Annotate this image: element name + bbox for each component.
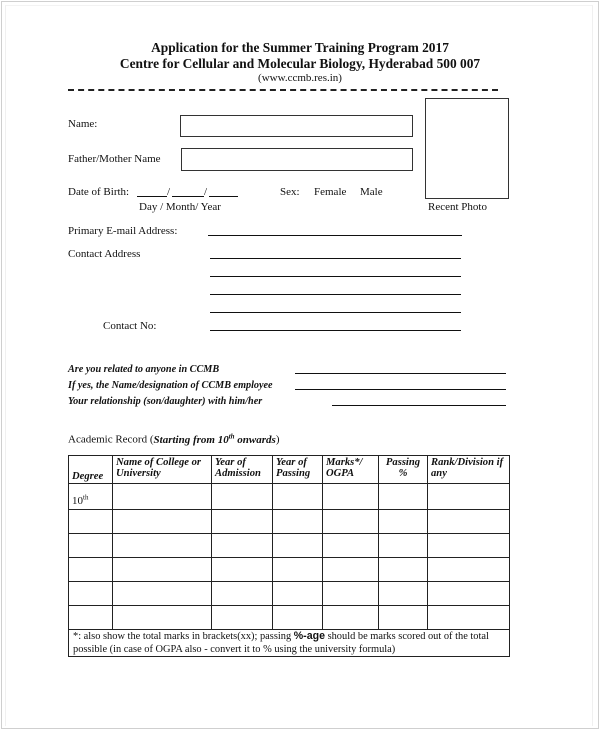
name-label: Name: bbox=[68, 118, 98, 130]
footnote-part1: *: also show the total marks in brackets(xx); passing bbox=[73, 631, 294, 642]
degree-cell[interactable] bbox=[69, 534, 113, 558]
rank-cell[interactable] bbox=[428, 510, 510, 534]
year-admission-cell[interactable] bbox=[212, 558, 273, 582]
table-header-row bbox=[69, 456, 510, 484]
academic-record-table bbox=[68, 455, 510, 657]
column-header-degree: Degree bbox=[69, 456, 113, 484]
institution-name: Centre for Cellular and Molecular Biology, Hyderabad 500 007 bbox=[119, 56, 481, 71]
footnote-row bbox=[69, 630, 510, 657]
degree-cell[interactable] bbox=[69, 582, 113, 606]
sex-label: Sex: bbox=[280, 186, 300, 198]
dob-label: Date of Birth: bbox=[68, 186, 130, 198]
header-divider bbox=[68, 89, 498, 91]
degree-cell[interactable] bbox=[69, 558, 113, 582]
dob-separator-2: / bbox=[204, 186, 208, 198]
rank-cell[interactable] bbox=[428, 558, 510, 582]
contact-number-field[interactable] bbox=[210, 330, 461, 331]
column-header-college: Name of College or University bbox=[113, 456, 212, 484]
passing-percent-cell[interactable] bbox=[379, 510, 428, 534]
college-cell[interactable] bbox=[113, 484, 212, 510]
marks-cell[interactable] bbox=[323, 484, 379, 510]
contact-number-label: Contact No: bbox=[103, 320, 157, 332]
address-label: Contact Address bbox=[68, 248, 141, 260]
relationship-question: Your relationship (son/daughter) with him/her bbox=[68, 396, 263, 407]
table-row bbox=[69, 582, 510, 606]
year-passing-cell[interactable] bbox=[273, 558, 323, 582]
academic-heading-italic-part2: onwards bbox=[234, 433, 276, 446]
year-passing-cell[interactable] bbox=[273, 606, 323, 630]
year-admission-cell[interactable] bbox=[212, 484, 273, 510]
dob-month-field[interactable] bbox=[172, 196, 204, 197]
related-answer-field[interactable] bbox=[295, 373, 506, 374]
photo-box[interactable] bbox=[425, 98, 509, 199]
degree-cell[interactable] bbox=[69, 510, 113, 534]
degree-value: 10th bbox=[72, 493, 89, 507]
table-row bbox=[69, 558, 510, 582]
passing-percent-cell[interactable] bbox=[379, 606, 428, 630]
dob-separator-1: / bbox=[167, 186, 171, 198]
academic-heading-italic bbox=[154, 434, 276, 446]
academic-heading-prefix: Academic Record ( bbox=[68, 433, 154, 446]
table-row bbox=[69, 510, 510, 534]
address-line-2[interactable] bbox=[210, 276, 461, 277]
dob-day-field[interactable] bbox=[137, 196, 167, 197]
year-admission-cell[interactable] bbox=[212, 582, 273, 606]
rank-cell[interactable] bbox=[428, 582, 510, 606]
college-cell[interactable] bbox=[113, 558, 212, 582]
college-cell[interactable] bbox=[113, 582, 212, 606]
academic-record-heading bbox=[68, 432, 280, 446]
year-passing-cell[interactable] bbox=[273, 582, 323, 606]
passing-percent-cell[interactable] bbox=[379, 484, 428, 510]
column-header-rank: Rank/Division if any bbox=[428, 456, 510, 484]
email-field[interactable] bbox=[208, 235, 462, 236]
year-admission-cell[interactable] bbox=[212, 534, 273, 558]
footnote-part2: should be marks scored out of the total possible (in case of OGPA also - convert it to % using the university formula) bbox=[73, 631, 489, 655]
website: (www.ccmb.res.in) bbox=[258, 72, 342, 84]
passing-percent-cell[interactable] bbox=[379, 582, 428, 606]
footnote bbox=[69, 630, 510, 657]
college-cell[interactable] bbox=[113, 606, 212, 630]
year-admission-cell[interactable] bbox=[212, 510, 273, 534]
employee-question: If yes, the Name/designation of CCMB employee bbox=[68, 380, 273, 391]
address-line-3[interactable] bbox=[210, 294, 461, 295]
passing-percent-cell[interactable] bbox=[379, 534, 428, 558]
photo-label: Recent Photo bbox=[428, 201, 487, 213]
column-header-year-admission: Year of Admission bbox=[212, 456, 273, 484]
degree-cell[interactable] bbox=[69, 484, 113, 510]
academic-heading-suffix: ) bbox=[275, 433, 280, 446]
name-field[interactable] bbox=[180, 115, 413, 137]
dob-year-field[interactable] bbox=[209, 196, 238, 197]
related-question: Are you related to anyone in CCMB bbox=[68, 364, 220, 375]
year-passing-cell[interactable] bbox=[273, 510, 323, 534]
year-passing-cell[interactable] bbox=[273, 534, 323, 558]
parent-name-field[interactable] bbox=[181, 148, 413, 171]
marks-cell[interactable] bbox=[323, 510, 379, 534]
footnote-emphasis: %-age bbox=[293, 630, 325, 642]
address-line-1[interactable] bbox=[210, 258, 461, 259]
sex-option-female[interactable]: Female bbox=[314, 186, 347, 198]
rank-cell[interactable] bbox=[428, 606, 510, 630]
email-label: Primary E-mail Address: bbox=[68, 225, 178, 237]
sex-option-male[interactable]: Male bbox=[360, 186, 383, 198]
college-cell[interactable] bbox=[113, 510, 212, 534]
marks-cell[interactable] bbox=[323, 606, 379, 630]
year-admission-cell[interactable] bbox=[212, 606, 273, 630]
employee-answer-field[interactable] bbox=[295, 389, 506, 390]
rank-cell[interactable] bbox=[428, 484, 510, 510]
parent-name-label: Father/Mother Name bbox=[68, 153, 161, 165]
marks-cell[interactable] bbox=[323, 534, 379, 558]
column-header-passing-percent: Passing % bbox=[379, 456, 428, 484]
dob-format-hint: Day / Month/ Year bbox=[139, 201, 221, 213]
rank-cell[interactable] bbox=[428, 534, 510, 558]
academic-heading-italic-part1: Starting from 10 bbox=[153, 433, 229, 446]
column-header-year-passing: Year of Passing bbox=[273, 456, 323, 484]
year-passing-cell[interactable] bbox=[273, 484, 323, 510]
college-cell[interactable] bbox=[113, 534, 212, 558]
marks-cell[interactable] bbox=[323, 582, 379, 606]
column-header-marks: Marks*/ OGPA bbox=[323, 456, 379, 484]
degree-cell[interactable] bbox=[69, 606, 113, 630]
marks-cell[interactable] bbox=[323, 558, 379, 582]
table-row bbox=[69, 606, 510, 630]
form-title: Application for the Summer Training Program 2017 bbox=[151, 40, 449, 55]
table-row bbox=[69, 534, 510, 558]
table-row bbox=[69, 484, 510, 510]
passing-percent-cell[interactable] bbox=[379, 558, 428, 582]
academic-heading-sup: th bbox=[228, 432, 235, 440]
address-line-4[interactable] bbox=[210, 312, 461, 313]
relationship-answer-field[interactable] bbox=[332, 405, 506, 406]
